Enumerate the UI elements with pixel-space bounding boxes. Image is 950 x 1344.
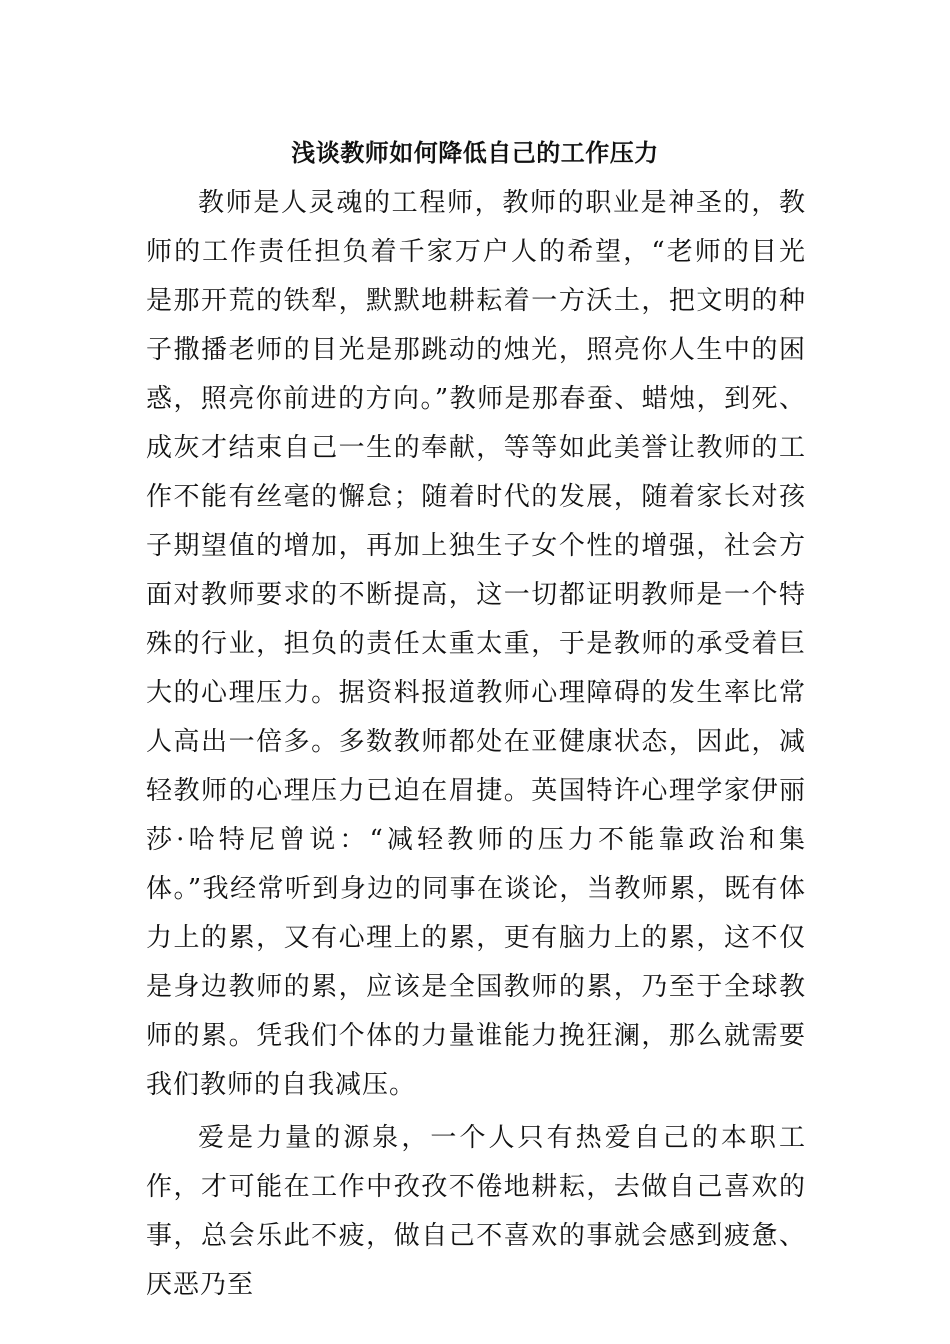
document-title: 浅谈教师如何降低自己的工作压力 xyxy=(291,138,659,167)
paragraph-1: 教师是人灵魂的工程师，教师的职业是神圣的，教师的工作责任担负着千家万户人的希望，“老师的目光是那开荒的铁犁，默默地耕耘着一方沃土，把文明的种子撒播老师的目光是那跳动的烛光，照亮你人生中的困惑，照亮你前进的方向。”教师是那春蚕、蜡烛，到死、成灰才结束自己一生的奉献，等等如此美誉让教师的工作不能有丝毫的懈怠；随着时代的发展，随着家长对孩子期望值的增加，再加上独生子女个性的增强，社会方面对教师要求的不断提高，这一切都证明教师是一个特殊的行业，担负的责任太重太重，于是教师的承受着巨大的心理压力。据资料报道教师心理障碍的发生率比常人高出一倍多。多数教师都处在亚健康状态，因此，减轻教师的心理压力已迫在眉捷。英国特许心理学家伊丽莎·哈特尼曾说：“减轻教师的压力不能靠政治和集体。”我经常听到身边的同事在谈论，当教师累，既有体力上的累，又有心理上的累，更有脑力上的累，这不仅是身边教师的累，应该是全国教师的累，乃至于全球教师的累。凭我们个体的力量谁能力挽狂澜，那么就需要我们教师的自我减压。 xyxy=(146,188,806,1100)
document-body xyxy=(146,179,806,1310)
paragraph-2: 爱是力量的源泉，一个人只有热爱自己的本职工作，才可能在工作中孜孜不倦地耕耘，去做自己喜欢的事，总会乐此不疲，做自己不喜欢的事就会感到疲惫、厌恶乃至 xyxy=(146,1123,806,1300)
